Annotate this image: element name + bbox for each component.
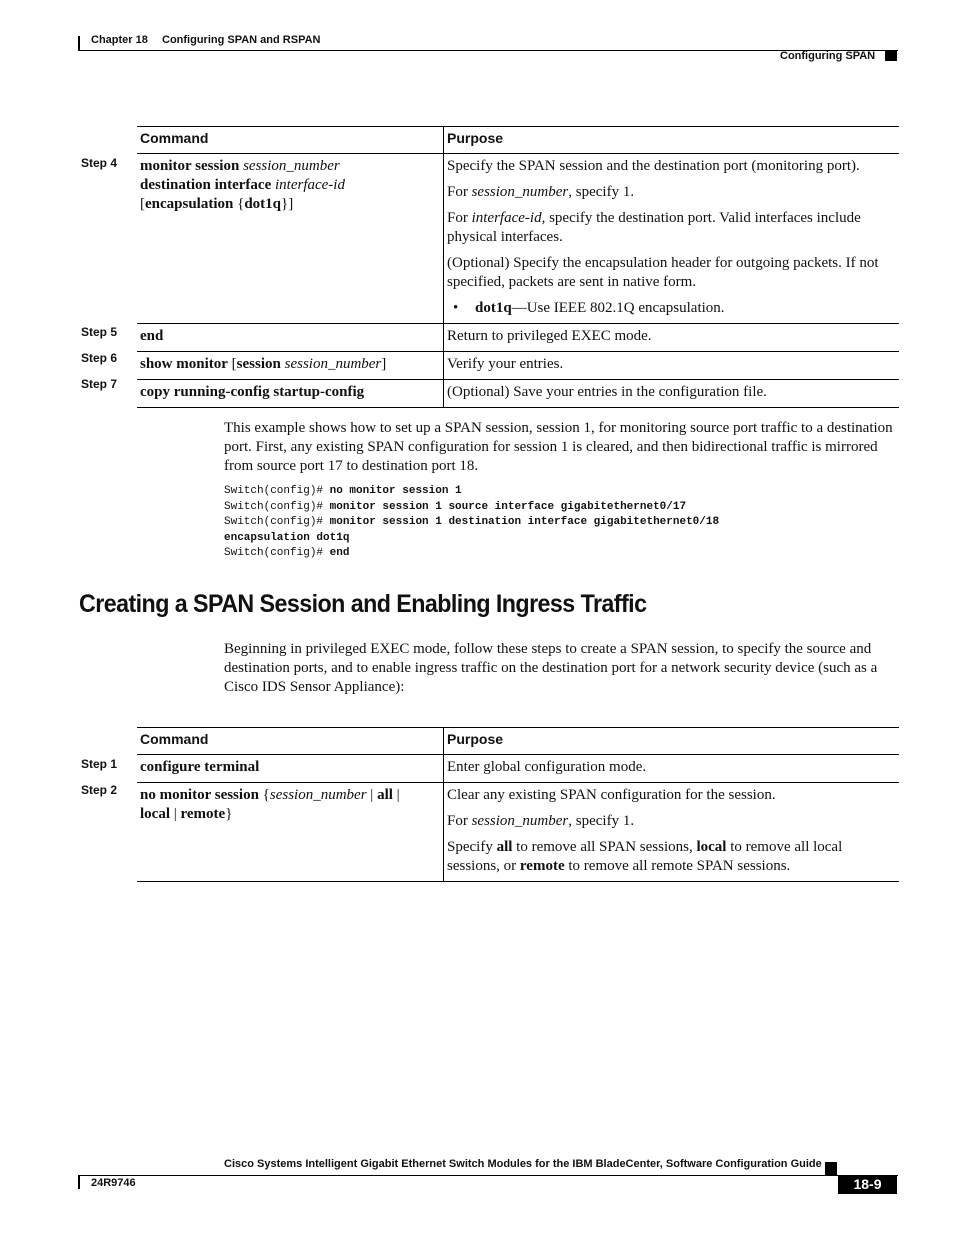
table-row bbox=[137, 755, 899, 783]
table1-command-table bbox=[137, 126, 899, 408]
purpose-cell: Enter global configuration mode. bbox=[444, 755, 900, 783]
cmd-keyword: dot1q bbox=[244, 196, 281, 212]
table2-step2-label: Step 2 bbox=[81, 783, 118, 797]
footer-rule bbox=[78, 1175, 898, 1176]
purpose-text: (Optional) Specify the encapsulation header for outgoing packets. If not specified, packets are sent in native form. bbox=[447, 255, 879, 290]
table-header-row bbox=[137, 728, 899, 755]
cmd-keyword: monitor session bbox=[140, 158, 240, 174]
table-row bbox=[137, 154, 899, 324]
bullet-icon: • bbox=[453, 300, 459, 316]
header-chapter: Chapter 18 bbox=[91, 34, 148, 46]
cmd-arg: interface-id bbox=[274, 177, 345, 193]
command-cell: no monitor session {session_number | all | local | remote} bbox=[137, 783, 444, 882]
purpose-cell: (Optional) Save your entries in the configuration file. bbox=[444, 380, 900, 408]
purpose-text: For session_number, specify 1. bbox=[447, 184, 635, 200]
col-purpose-header: Purpose bbox=[444, 127, 900, 154]
table-row bbox=[137, 352, 899, 380]
table1-step7-label: Step 7 bbox=[81, 377, 118, 391]
purpose-cell bbox=[444, 154, 900, 324]
cmd-punct: }] bbox=[281, 196, 294, 212]
footer-doc-number: 24R9746 bbox=[91, 1177, 136, 1189]
command-cell: show monitor [session session_number] bbox=[137, 352, 444, 380]
purpose-cell: Verify your entries. bbox=[444, 352, 900, 380]
command-cell: end bbox=[137, 324, 444, 352]
purpose-text: For interface-id, specify the destination port. Valid interfaces include physical interfaces. bbox=[447, 210, 861, 245]
page-number: 18-9 bbox=[838, 1175, 897, 1194]
purpose-text: Specify the SPAN session and the destination port (monitoring port). bbox=[447, 158, 860, 174]
table-header-row bbox=[137, 127, 899, 154]
footer-left-rule bbox=[78, 1175, 80, 1189]
footer-title: Cisco Systems Intelligent Gigabit Ethernet Switch Modules for the IBM BladeCenter, Software Configuration Guide bbox=[224, 1158, 822, 1170]
command-cell: copy running-config startup-config bbox=[137, 380, 444, 408]
table1-step6-label: Step 6 bbox=[81, 351, 118, 365]
cmd-keyword: encapsulation bbox=[145, 196, 234, 212]
purpose-cell: Return to privileged EXEC mode. bbox=[444, 324, 900, 352]
cmd-punct: [ bbox=[140, 196, 145, 212]
purpose-text: For session_number, specify 1. bbox=[447, 813, 635, 829]
table-row bbox=[137, 783, 899, 882]
code-example: Switch(config)# no monitor session 1 Switch(config)# monitor session 1 source interface gigabitethernet0/17 Switch(config)# monitor session 1 destination interface gigabitethernet0/18 encapsulation dot1q Switch(config)# end bbox=[224, 485, 720, 560]
col-command-header: Command bbox=[137, 728, 444, 755]
example-paragraph: This example shows how to set up a SPAN session, session 1, for monitoring source port traffic to a destination port. First, any existing SPAN configuration for session 1 is cleared, and then bidirectional traffic is mirrored from source port 17 to destination port 18. bbox=[224, 420, 893, 474]
table-row bbox=[137, 380, 899, 408]
header-section: Configuring SPAN bbox=[780, 50, 876, 62]
header-black-block bbox=[885, 51, 897, 61]
command-cell: configure terminal bbox=[137, 755, 444, 783]
table2-step1-label: Step 1 bbox=[81, 757, 118, 771]
cmd-punct: { bbox=[237, 196, 245, 212]
table1-step4-label: Step 4 bbox=[81, 156, 118, 170]
header-rule bbox=[78, 50, 898, 51]
purpose-text: Clear any existing SPAN configuration for the session. bbox=[447, 787, 776, 803]
table1-step5-label: Step 5 bbox=[81, 325, 118, 339]
col-purpose-header: Purpose bbox=[444, 728, 900, 755]
table-row bbox=[137, 324, 899, 352]
purpose-text: Specify all to remove all SPAN sessions, local to remove all local sessions, or remote to remove all remote SPAN sessions. bbox=[447, 839, 843, 874]
col-command-header: Command bbox=[137, 127, 444, 154]
command-cell bbox=[137, 154, 444, 324]
purpose-cell bbox=[444, 783, 900, 882]
header-left-rule bbox=[78, 36, 80, 50]
header-chapter-title: Configuring SPAN and RSPAN bbox=[162, 34, 321, 46]
intro-paragraph: Beginning in privileged EXEC mode, follow these steps to create a SPAN session, to specify the source and destination ports, and to enable ingress traffic on the destination port for a network security device (such as a Cisco IDS Sensor Appliance): bbox=[224, 641, 878, 695]
table2-command-table bbox=[137, 727, 899, 882]
purpose-bullet: • dot1q—Use IEEE 802.1Q encapsulation. bbox=[453, 300, 725, 316]
footer-black-tab bbox=[825, 1162, 837, 1175]
cmd-keyword: destination interface bbox=[140, 177, 272, 193]
cmd-arg: session_number bbox=[243, 158, 340, 174]
section-heading: Creating a SPAN Session and Enabling Ingress Traffic bbox=[79, 590, 647, 618]
